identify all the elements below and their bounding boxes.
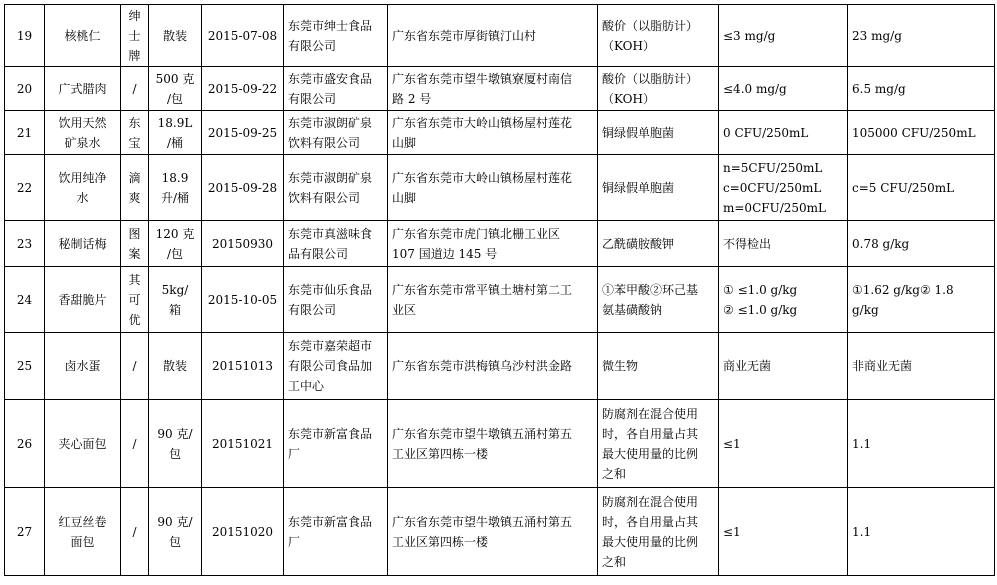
specification-cell: 500 克 /包	[149, 67, 202, 111]
brand-cell: 其 可 优	[121, 267, 149, 333]
test-result-cell: 1.1	[848, 400, 995, 488]
production-date-cell: 20151020	[202, 488, 284, 576]
test-result-cell: ①1.62 g/kg② 1.8 g/kg	[848, 267, 995, 333]
specification-cell: 散装	[149, 5, 202, 67]
table-row	[5, 111, 995, 155]
failed-item-cell: 乙酰磺胺酸钾	[598, 221, 719, 267]
product-name-cell: 广式腊肉	[45, 67, 121, 111]
brand-cell: 绅 士 牌	[121, 5, 149, 67]
producer-address-cell: 广东省东莞市洪梅镇乌沙村洪金路	[388, 333, 598, 400]
brand-cell: /	[121, 400, 149, 488]
standard-value-cell: ≤1	[719, 488, 848, 576]
standard-value-cell: n=5CFU/250mL c=0CFU/250mL m=0CFU/250mL	[719, 155, 848, 221]
producer-cell: 东莞市真滋味食 品有限公司	[284, 221, 388, 267]
production-date-cell: 20151013	[202, 333, 284, 400]
specification-cell: 90 克/ 包	[149, 488, 202, 576]
standard-value-cell: ≤4.0 mg/g	[719, 67, 848, 111]
specification-cell: 18.9 升/桶	[149, 155, 202, 221]
brand-cell: /	[121, 67, 149, 111]
producer-cell: 东莞市新富食品 厂	[284, 400, 388, 488]
failed-item-cell: ①苯甲酸②环己基 氨基磺酸钠	[598, 267, 719, 333]
failed-item-cell: 酸价（以脂肪计） （KOH）	[598, 67, 719, 111]
producer-cell: 东莞市新富食品 厂	[284, 488, 388, 576]
product-name-cell: 秘制话梅	[45, 221, 121, 267]
standard-value-cell: 商业无菌	[719, 333, 848, 400]
production-date-cell: 2015-09-25	[202, 111, 284, 155]
brand-cell: /	[121, 488, 149, 576]
standard-value-cell: ≤3 mg/g	[719, 5, 848, 67]
product-name-cell: 红豆丝卷 面包	[45, 488, 121, 576]
failed-item-cell: 微生物	[598, 333, 719, 400]
row-number-cell: 26	[5, 400, 45, 488]
producer-cell: 东莞市盛安食品 有限公司	[284, 67, 388, 111]
producer-cell: 东莞市淑朗矿泉 饮料有限公司	[284, 155, 388, 221]
row-number-cell: 19	[5, 5, 45, 67]
standard-value-cell: ≤1	[719, 400, 848, 488]
product-name-cell: 香甜脆片	[45, 267, 121, 333]
row-number-cell: 22	[5, 155, 45, 221]
row-number-cell: 27	[5, 488, 45, 576]
production-date-cell: 2015-09-22	[202, 67, 284, 111]
test-result-cell: 非商业无菌	[848, 333, 995, 400]
row-number-cell: 24	[5, 267, 45, 333]
product-name-cell: 核桃仁	[45, 5, 121, 67]
specification-cell: 散装	[149, 333, 202, 400]
producer-address-cell: 广东省东莞市望牛墩镇五涌村第五 工业区第四栋一楼	[388, 400, 598, 488]
failed-item-cell: 铜绿假单胞菌	[598, 155, 719, 221]
failed-item-cell: 防腐剂在混合使用 时，各自用量占其 最大使用量的比例 之和	[598, 488, 719, 576]
row-number-cell: 25	[5, 333, 45, 400]
specification-cell: 18.9L /桶	[149, 111, 202, 155]
production-date-cell: 20151021	[202, 400, 284, 488]
producer-address-cell: 广东省东莞市大岭山镇杨屋村莲花 山脚	[388, 155, 598, 221]
test-result-cell: 6.5 mg/g	[848, 67, 995, 111]
table-row	[5, 5, 995, 67]
production-date-cell: 2015-07-08	[202, 5, 284, 67]
failed-item-cell: 防腐剂在混合使用 时，各自用量占其 最大使用量的比例 之和	[598, 400, 719, 488]
brand-cell: 东 宝	[121, 111, 149, 155]
table-row	[5, 488, 995, 576]
product-name-cell: 饮用纯净 水	[45, 155, 121, 221]
table-row	[5, 67, 995, 111]
brand-cell: 图 案	[121, 221, 149, 267]
row-number-cell: 20	[5, 67, 45, 111]
product-name-cell: 卤水蛋	[45, 333, 121, 400]
product-name-cell: 夹心面包	[45, 400, 121, 488]
producer-address-cell: 广东省东莞市虎门镇北栅工业区 107 国道边 145 号	[388, 221, 598, 267]
failed-item-cell: 铜绿假单胞菌	[598, 111, 719, 155]
producer-address-cell: 广东省东莞市厚街镇汀山村	[388, 5, 598, 67]
specification-cell: 5kg/ 箱	[149, 267, 202, 333]
test-result-cell: c=5 CFU/250mL	[848, 155, 995, 221]
table-row	[5, 221, 995, 267]
standard-value-cell: 0 CFU/250mL	[719, 111, 848, 155]
producer-cell: 东莞市绅士食品 有限公司	[284, 5, 388, 67]
inspection-results-table	[4, 4, 995, 576]
table-row	[5, 155, 995, 221]
specification-cell: 120 克 /包	[149, 221, 202, 267]
producer-address-cell: 广东省东莞市常平镇土塘村第二工 业区	[388, 267, 598, 333]
producer-address-cell: 广东省东莞市大岭山镇杨屋村莲花 山脚	[388, 111, 598, 155]
table-row	[5, 333, 995, 400]
production-date-cell: 2015-09-28	[202, 155, 284, 221]
standard-value-cell: ① ≤1.0 g/kg ② ≤1.0 g/kg	[719, 267, 848, 333]
production-date-cell: 20150930	[202, 221, 284, 267]
specification-cell: 90 克/ 包	[149, 400, 202, 488]
table-row	[5, 400, 995, 488]
test-result-cell: 1.1	[848, 488, 995, 576]
test-result-cell: 105000 CFU/250mL	[848, 111, 995, 155]
standard-value-cell: 不得检出	[719, 221, 848, 267]
production-date-cell: 2015-10-05	[202, 267, 284, 333]
test-result-cell: 0.78 g/kg	[848, 221, 995, 267]
producer-cell: 东莞市淑朗矿泉 饮料有限公司	[284, 111, 388, 155]
producer-address-cell: 广东省东莞市望牛墩镇寮厦村南信 路 2 号	[388, 67, 598, 111]
producer-address-cell: 广东省东莞市望牛墩镇五涌村第五 工业区第四栋一楼	[388, 488, 598, 576]
table-row	[5, 267, 995, 333]
test-result-cell: 23 mg/g	[848, 5, 995, 67]
brand-cell: /	[121, 333, 149, 400]
product-name-cell: 饮用天然 矿泉水	[45, 111, 121, 155]
failed-item-cell: 酸价（以脂肪计） （KOH）	[598, 5, 719, 67]
row-number-cell: 21	[5, 111, 45, 155]
producer-cell: 东莞市嘉荣超市 有限公司食品加 工中心	[284, 333, 388, 400]
brand-cell: 滴 爽	[121, 155, 149, 221]
row-number-cell: 23	[5, 221, 45, 267]
table-body	[5, 5, 995, 576]
producer-cell: 东莞市仙乐食品 有限公司	[284, 267, 388, 333]
